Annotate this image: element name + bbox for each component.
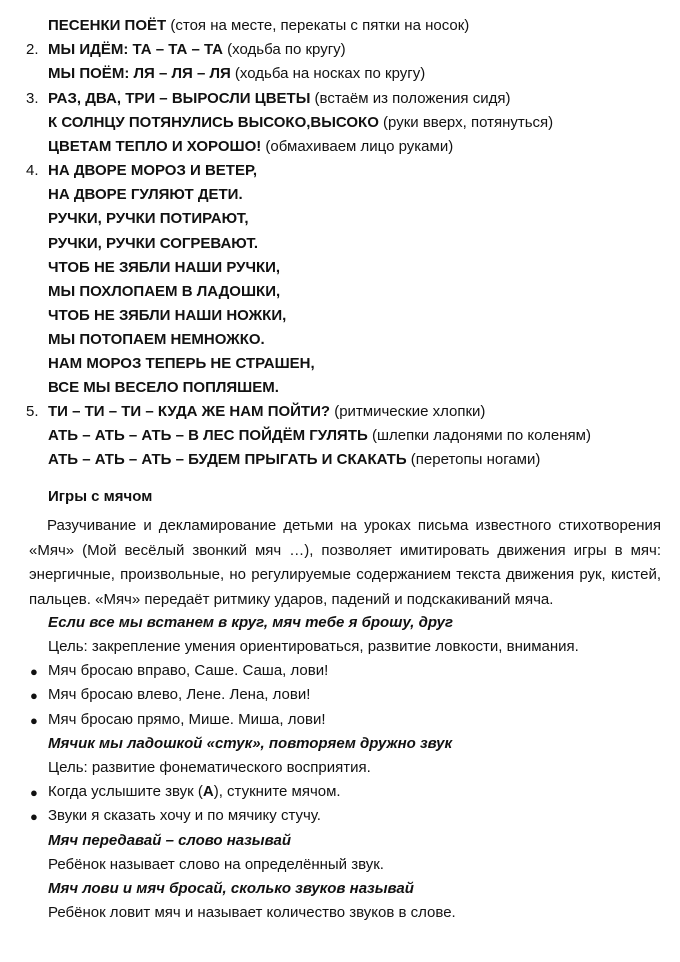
list-number: 4.: [26, 162, 39, 179]
rhyme-line: МЫ ИДЁМ: ТА – ТА – ТА (ходьба по кругу): [48, 41, 346, 58]
bullet-icon: ●: [30, 713, 38, 728]
rhyme-line: ЦВЕТАМ ТЕПЛО И ХОРОШО! (обмахиваем лицо руками): [48, 138, 454, 155]
game-goal: Цель: развитие фонематического восприятия.: [48, 759, 371, 776]
intro-paragraph-text: Разучивание и декламирование детьми на уроках письма известного стихотворения «Мяч» (Мой весёлый звонкий мяч …), позволяет имитировать движения игры в мяч: энергичные, произвольные, но регулируемые содержанием текста движения рук, кистей, пальцев. «Мяч» передаёт ритмику ударов, падений и подскакиваний мяча.: [29, 517, 661, 608]
rhyme-line: ЧТОБ НЕ ЗЯБЛИ НАШИ РУЧКИ,: [48, 259, 281, 276]
list-number: 3.: [26, 90, 39, 107]
section-heading: Игры с мячом: [48, 488, 153, 505]
list-item: Когда услышите звук (А), стукните мячом.: [48, 783, 341, 800]
list-number: 5.: [26, 403, 39, 420]
list-item: Мяч бросаю вправо, Саше. Саша, лови!: [48, 662, 329, 679]
rhyme-line: МЫ ПОТОПАЕМ НЕМНОЖКО.: [48, 331, 265, 348]
game-description: Ребёнок называет слово на определённый звук.: [48, 856, 384, 873]
rhyme-line: К СОЛНЦУ ПОТЯНУЛИСЬ ВЫСОКО,ВЫСОКО (руки вверх, потянуться): [48, 114, 554, 131]
rhyme-line: НАМ МОРОЗ ТЕПЕРЬ НЕ СТРАШЕН,: [48, 355, 315, 372]
rhyme-line: АТЬ – АТЬ – АТЬ – БУДЕМ ПРЫГАТЬ И СКАКАТЬ (перетопы ногами): [48, 451, 541, 468]
intro-paragraph: [29, 514, 661, 612]
list-number: 2.: [26, 41, 39, 58]
rhyme-line: ВСЕ МЫ ВЕСЕЛО ПОПЛЯШЕМ.: [48, 379, 279, 396]
game-goal: Цель: закрепление умения ориентироваться, развитие ловкости, внимания.: [48, 638, 579, 655]
bullet-icon: ●: [30, 664, 38, 679]
bullet-icon: ●: [30, 809, 38, 824]
game-title: Мяч лови и мяч бросай, сколько звуков называй: [48, 880, 414, 897]
rhyme-line: РУЧКИ, РУЧКИ ПОТИРАЮТ,: [48, 210, 249, 227]
bullet-icon: ●: [30, 785, 38, 800]
rhyme-line: АТЬ – АТЬ – АТЬ – В ЛЕС ПОЙДЁМ ГУЛЯТЬ (шлепки ладонями по коленям): [48, 427, 591, 444]
game-title: Мячик мы ладошкой «стук», повторяем дружно звук: [48, 735, 453, 752]
game-title: Если все мы встанем в круг, мяч тебе я брошу, друг: [48, 614, 454, 631]
list-item: Мяч бросаю влево, Лене. Лена, лови!: [48, 686, 311, 703]
rhyme-line: МЫ ПОЁМ: ЛЯ – ЛЯ – ЛЯ (ходьба на носках по кругу): [48, 65, 426, 82]
rhyme-line: НА ДВОРЕ ГУЛЯЮТ ДЕТИ.: [48, 186, 243, 203]
game-title: Мяч передавай – слово называй: [48, 832, 291, 849]
bullet-icon: ●: [30, 688, 38, 703]
rhyme-line: МЫ ПОХЛОПАЕМ В ЛАДОШКИ,: [48, 283, 281, 300]
rhyme-line: НА ДВОРЕ МОРОЗ И ВЕТЕР,: [48, 162, 258, 179]
list-item: Мяч бросаю прямо, Мише. Миша, лови!: [48, 711, 326, 728]
rhyme-line: РУЧКИ, РУЧКИ СОГРЕВАЮТ.: [48, 235, 259, 252]
rhyme-line: ТИ – ТИ – ТИ – КУДА ЖЕ НАМ ПОЙТИ? (ритмические хлопки): [48, 403, 486, 420]
rhyme-line: ЧТОБ НЕ ЗЯБЛИ НАШИ НОЖКИ,: [48, 307, 287, 324]
list-item: Звуки я сказать хочу и по мячику стучу.: [48, 807, 321, 824]
rhyme-line: РАЗ, ДВА, ТРИ – ВЫРОСЛИ ЦВЕТЫ (встаём из положения сидя): [48, 90, 511, 107]
game-description: Ребёнок ловит мяч и называет количество звуков в слове.: [48, 904, 456, 921]
rhyme-line: ПЕСЕНКИ ПОЁТ (стоя на месте, перекаты с пятки на носок): [48, 17, 470, 34]
